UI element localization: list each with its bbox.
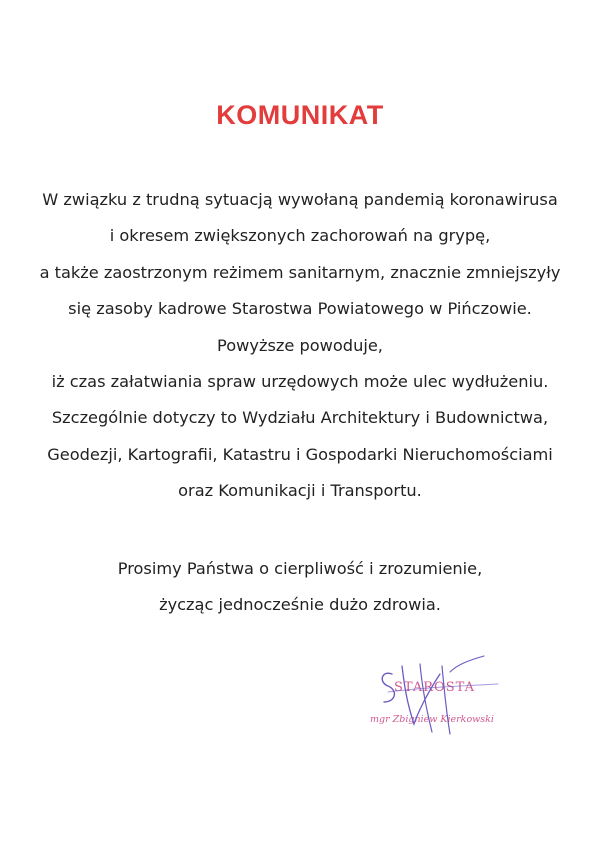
signature-icon <box>358 652 528 742</box>
page-title: KOMUNIKAT <box>216 100 384 130</box>
body-line: Geodezji, Kartografii, Katastru i Gospodarki Nieruchomościami <box>47 444 553 464</box>
body-line: Szczególnie dotyczy to Wydziału Architektury i Budownictwa, <box>51 408 549 428</box>
closing-line: Prosimy Państwa o cierpliwość i zrozumienie, <box>117 559 483 578</box>
closing-text <box>0 551 600 624</box>
body-line: a także zaostrzonym reżimem sanitarnym, znacznie zmniejszyły <box>39 262 561 282</box>
official-stamp <box>358 652 528 742</box>
body-line: W związku z trudną sytuacją wywołaną pandemią koronawirusa <box>42 190 558 209</box>
body-line: i okresem zwiększonych zachorowań na grypę, <box>109 226 491 246</box>
announcement-body <box>0 182 600 510</box>
stamp-name: mgr Zbigniew Kierkowski <box>370 714 494 725</box>
body-line: oraz Komunikacji i Transportu. <box>178 481 422 501</box>
body-line: się zasoby kadrowe Starostwa Powiatowego w Pińczowie. <box>68 299 532 319</box>
body-line: Powyższe powoduje, <box>217 335 383 355</box>
body-line: iż czas załatwiania spraw urzędowych może ulec wydłużeniu. <box>51 372 549 392</box>
closing-line: życząc jednocześnie dużo zdrowia. <box>159 595 441 615</box>
stamp-title: STAROSTA <box>394 680 475 695</box>
